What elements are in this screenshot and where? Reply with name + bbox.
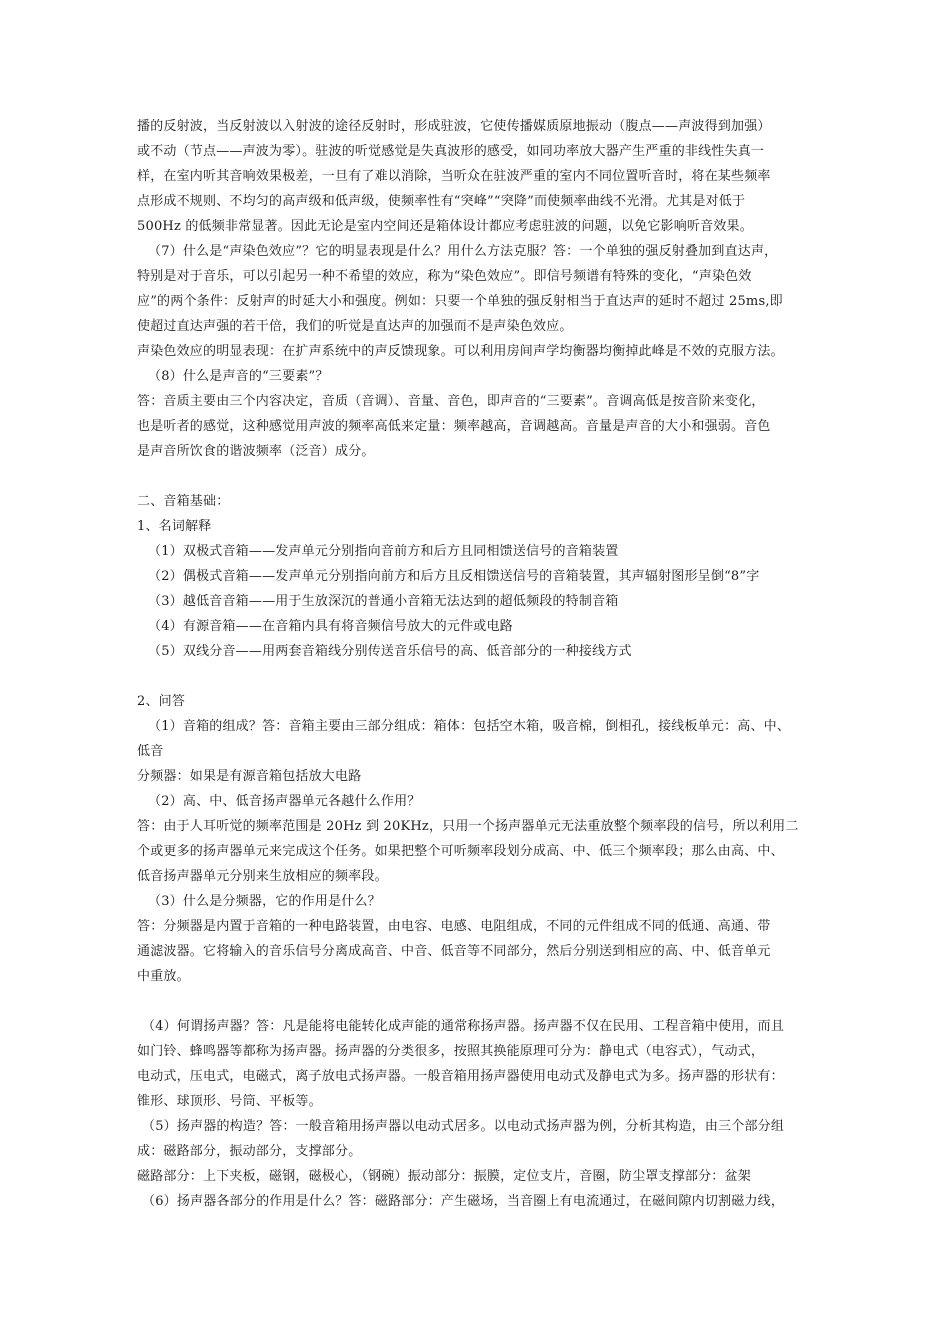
text-line: 使超过直达声强的若干倍，我们的听觉是直达声的加强而不是声染色效应。 <box>137 319 573 334</box>
term-item: （1）双极式音箱——发声单元分别指向音前方和后方且同相馈送信号的音箱装置 <box>148 544 619 559</box>
question-line: （5）扬声器的构造？答：一般音箱用扬声器以电动式居多。以电动式扬声器为例，分析其构造，由三个部分组 <box>142 1119 785 1134</box>
question-7-line: （7）什么是“声染色效应”？它的明显表现是什么？用什么方法克服？答：一个单独的强反射叠加到直达声， <box>148 244 778 259</box>
text-line: 点形成不规则、不均匀的高声级和低声级，使频率性有“突峰”“突降”而使频率曲线不光滑。尤其是对低于 <box>137 194 746 209</box>
question-line: （4）何谓扬声器？答：凡是能将电能转化成声能的通常称扬声器。扬声器不仅在民用、工程音箱中使用，而且 <box>142 1019 785 1034</box>
text-line: 如门铃、蜂鸣器等都称为扬声器。扬声器的分类很多，按照其换能原理可分为：静电式（电容式），气动式， <box>137 1044 765 1059</box>
term-item: （4）有源音箱——在音箱内具有将音频信号放大的元件或电路 <box>148 619 513 634</box>
subsection-heading: 2、问答 <box>137 694 186 709</box>
text-line: 低音扬声器单元分别来生放相应的频率段。 <box>137 869 388 884</box>
term-item: （3）越低音音箱——用于生放深沉的普通小音箱无法达到的超低频段的特制音箱 <box>148 594 619 609</box>
text-line: 样，在室内听其音响效果极差，一旦有了难以消除，当听众在驻波严重的室内不同位置听音时，将在某些频率 <box>137 169 771 184</box>
question-line: （6）扬声器各部分的作用是什么？答：磁路部分：产生磁场，当音圈上有电流通过，在磁间隙内切割磁力线， <box>142 1194 785 1209</box>
text-line: 答：分频器是内置于音箱的一种电路装置，由电容、电感、电阻组成，不同的元件组成不同的低通、高通、带 <box>137 919 771 934</box>
text-line: 个或更多的扬声器单元来完成这个任务。如果把整个可听频率段划分成高、中、低三个频率段；那么由高、中、 <box>137 844 784 859</box>
text-line: 播的反射波，当反射波以入射波的途径反射时，形成驻波，它使传播媒质原地振动（腹点——声波得到加强） <box>137 119 771 134</box>
text-line: 电动式，压电式，电磁式，离子放电式扬声器。一般音箱用扬声器使用电动式及静电式为多。扬声器的形状有： <box>137 1069 784 1084</box>
term-item: （2）偶极式音箱——发声单元分别指向前方和后方且反相馈送信号的音箱装置，其声辐射图形呈倒“8”字 <box>148 569 760 584</box>
subsection-heading: 1、名词解释 <box>137 519 212 534</box>
question-line: （3）什么是分频器，它的作用是什么？ <box>148 894 381 909</box>
text-line: 或不动（节点——声波为零）。驻波的听觉感觉是失真波形的感受，如同功率放大器产生严重的非线性失真一 <box>137 144 765 159</box>
text-line: 低音 <box>137 744 164 759</box>
question-line: （2）高、中、低音扬声器单元各越什么作用？ <box>148 794 421 809</box>
text-line: 分频器：如果是有源音箱包括放大电路 <box>137 769 362 784</box>
term-item: （5）双线分音——用两套音箱线分别传送音乐信号的高、低音部分的一种接线方式 <box>148 644 632 659</box>
text-line: 特别是对于音乐，可以引起另一种不希望的效应，称为“染色效应”。即信号频谱有特殊的变化，“声染色效 <box>137 269 752 284</box>
text-line: 通滤波器。它将输入的音乐信号分离成高音、中音、低音等不同部分，然后分别送到相应的高、中、低音单元 <box>137 944 771 959</box>
text-line: 锥形、球顶形、号筒、平板等。 <box>137 1094 322 1109</box>
question-8-line: （8）什么是声音的“三要素”？ <box>148 369 329 384</box>
text-line: 中重放。 <box>137 969 190 984</box>
text-line: 应”的两个条件：反射声的时延大小和强度。例如：只要一个单独的强反射相当于直达声的延时不超过 25ms,即 <box>137 294 783 309</box>
text-line: 答：音质主要由三个内容决定，音质（音调）、音量、音色，即声音的“三要素”。音调高低是按音阶来变化， <box>137 394 765 409</box>
section-heading: 二、音箱基础： <box>137 494 230 509</box>
text-line: 是声音所饮食的谐波频率（泛音）成分。 <box>137 444 375 459</box>
text-line: 声染色效应的明显表现：在扩声系统中的声反馈现象。可以利用房间声学均衡器均衡掉此峰是不效的克服方法。 <box>137 344 784 359</box>
text-line: 500Hz 的低频非常显著。因此无论是室内空间还是箱体设计都应考虑驻波的问题，以免它影响听音效果。 <box>137 219 753 234</box>
text-line: 成：磁路部分，振动部分，支撑部分。 <box>137 1144 362 1159</box>
text-line: 也是听者的感觉，这种感觉用声波的频率高低来定量：频率越高，音调越高。音量是声音的大小和强弱。音色 <box>137 419 771 434</box>
question-line: （1）音箱的组成？答：音箱主要由三部分组成：箱体：包括空木箱，吸音棉，倒相孔，接线板单元：高、中、 <box>148 719 791 734</box>
text-line: 答：由于人耳听觉的频率范围是 20Hz 到 20KHz，只用一个扬声器单元无法重放整个频率段的信号，所以利用二 <box>137 819 799 834</box>
text-line: 磁路部分：上下夹板，磁钢，磁极心，（钢碗）振动部分：振膜，定位支片，音圈，防尘罩支撑部分：盆架 <box>137 1169 751 1184</box>
